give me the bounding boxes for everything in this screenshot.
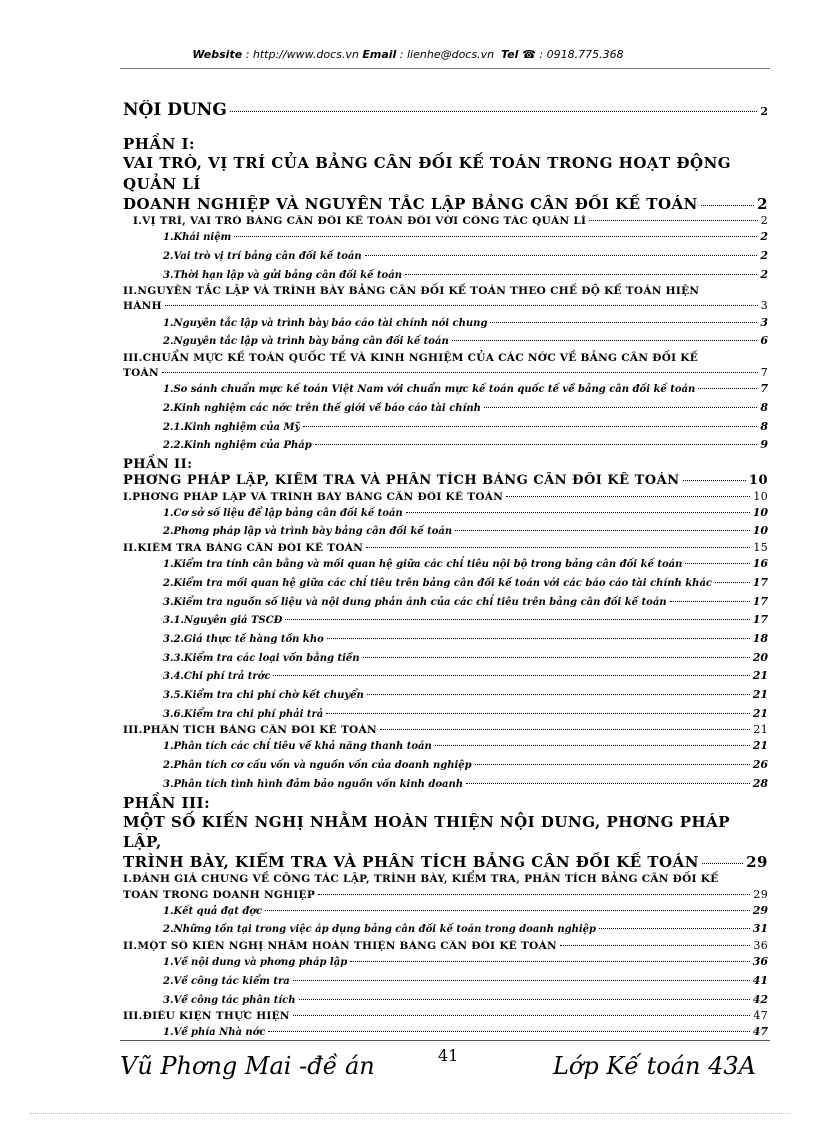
toc-section-title: III.CHUẨN MỰC KẾ TOÁN QUỐC TẾ VÀ KINH NGHIỆM CỦA CÁC NỚC VỀ BẢNG CÂN ĐỐI KẾ	[123, 351, 699, 364]
toc-subsection: 3.Thời hạn lập và gửi bảng cân đối kế toán 2	[163, 267, 768, 281]
email-value[interactable]: : lienhe@docs.vn	[399, 48, 495, 61]
part-3-title-line1: MỘT SỐ KIẾN NGHỊ NHẰM HOÀN THIỆN NỘI DUNG, PHƠNG PHÁP LẬP,	[123, 812, 731, 851]
page-footer	[120, 1046, 770, 1092]
toc-section: I.PHƠNG PHÁP LẬP VÀ TRÌNH BÀY BẢNG CÂN ĐỐI KẾ TOÁN 10	[123, 489, 768, 503]
part-2-title: PHƠNG PHÁP LẬP, KIỂM TRA VÀ PHÂN TÍCH BẢNG CÂN ĐỐI KẾ TOÁN 10	[123, 473, 768, 488]
part-1-title-line1: VAI TRÒ, VỊ TRÍ CỦA BẢNG CÂN ĐỐI KẾ TOÁN TRONG HOẠT ĐỘNG QUẢN LÍ	[123, 154, 732, 193]
part-3-label: PHẦN III:	[123, 793, 211, 812]
toc-subsection: 3.4.Chi phí trả trớc 21	[163, 669, 768, 683]
toc-section: III.ĐIỀU KIỆN THỰC HIỆN 47	[123, 1009, 768, 1023]
footer-divider	[120, 1040, 770, 1041]
toc-section: III.PHÂN TÍCH BẢNG CÂN ĐỐI KẾ TOÁN 21	[123, 723, 768, 737]
website-value[interactable]: : http://www.docs.vn	[245, 48, 359, 61]
part-3-title-line2: TRÌNH BÀY, KIỂM TRA VÀ PHÂN TÍCH BẢNG CÂN ĐỐI KẾ TOÁN 29	[123, 853, 768, 872]
toc-subsection: 2.Về công tác kiểm tra 41	[163, 973, 768, 987]
toc-subsection: 3.Phân tích tình hình đảm bảo nguồn vốn kinh doanh 28	[163, 776, 768, 790]
toc-subsection: 3.1.Nguyên giá TSCĐ 17	[163, 613, 768, 627]
toc-subsection: 1.Nguyên tắc lập và trình bày báo cáo tài chính nói chung 3	[163, 315, 768, 329]
toc-subsection: 2.Nguyên tắc lập và trình bày bảng cân đối kế toán 6	[163, 334, 768, 348]
toc-subsection: 1.Khái niệm 2	[163, 230, 768, 244]
toc-section: II.MỘT SỐ KIẾN NGHỊ NHẰM HOÀN THIỆN BẢNG CÂN ĐỐI KẾ TOÁN 36	[123, 939, 768, 953]
toc-subsection: 2.2.Kinh nghiệm của Pháp 9	[163, 438, 768, 452]
toc-section-cont: HÀNH 3	[123, 299, 768, 313]
toc-subsection: 2.Những tồn tại trong việc áp dụng bảng cân đối kế toán trong doanh nghiệp 31	[163, 922, 768, 936]
page-header	[0, 48, 816, 61]
toc-subsection: 2.Kinh nghiệm các nớc trên thế giới về báo cáo tài chính 8	[163, 400, 768, 414]
toc-section: II.KIỂM TRA BẢNG CÂN ĐỐI KẾ TOÁN 15	[123, 541, 768, 555]
footer-author: Vũ Phơng Mai -đề án	[120, 1052, 375, 1080]
toc-section-cont: TOÁN TRONG DOANH NGHIỆP 29	[123, 887, 768, 901]
toc-section: I.VỊ TRÍ, VAI TRÒ BẢNG CÂN ĐỐI KẾ TOÁN ĐỐI VỚI CÔNG TÁC QUẢN LÍ 2	[133, 214, 768, 227]
part-1-title-line2: DOANH NGHIỆP VÀ NGUYÊN TẮC LẬP BẢNG CÂN ĐỐI KẾ TOÁN 2	[123, 194, 768, 213]
tel-value: : 0918.775.368	[539, 48, 624, 61]
footer-class: Lớp Kế toán 43A	[552, 1052, 756, 1080]
part-1-label: PHẦN I:	[123, 135, 196, 154]
toc-subsection: 3.Về công tác phân tích 42	[163, 992, 768, 1006]
table-of-contents	[123, 100, 768, 1042]
toc-subsection: 1.Phân tích các chỉ tiêu về khả năng thanh toán 21	[163, 739, 768, 753]
toc-section-title: I.ĐÁNH GIÁ CHUNG VỀ CÔNG TÁC LẬP, TRÌNH BÀY, KIỂM TRA, PHÂN TÍCH BẢNG CÂN ĐỐI KẾ	[123, 873, 719, 886]
toc-subsection: 1.Cơ sở số liệu để lập bảng cân đối kế toán 10	[163, 505, 768, 519]
toc-subsection: 1.Về phía Nhà nớc 47	[163, 1025, 768, 1039]
page-number: 41	[438, 1046, 459, 1065]
toc-subsection: 3.Kiểm tra nguồn số liệu và nội dung phản ánh của các chỉ tiêu trên bảng cân đối kế toán 17	[163, 594, 768, 608]
toc-subsection: 1.Kết quả đạt đợc 29	[163, 903, 768, 917]
part-2-label: PHẦN II:	[123, 457, 193, 472]
toc-subsection: 2.Phơng pháp lập và trình bày bảng cân đối kế toán 10	[163, 524, 768, 538]
bottom-border	[30, 1113, 790, 1114]
toc-subsection: 1.Về nội dung và phơng pháp lập 36	[163, 955, 768, 969]
toc-section-cont: TOÁN 7	[123, 366, 768, 380]
toc-main-entry: NỘI DUNG 2	[123, 100, 768, 120]
header-divider	[120, 68, 770, 69]
toc-subsection: 1.Kiểm tra tính cân bằng và mối quan hệ giữa các chỉ tiêu nội bộ trong bảng cân đối kế toán 16	[163, 557, 768, 571]
toc-subsection: 3.2.Giá thực tế hàng tồn kho 18	[163, 631, 768, 645]
toc-subsection: 3.5.Kiểm tra chi phí chờ kết chuyển 21	[163, 687, 768, 701]
tel-label: Tel ☎	[501, 48, 536, 61]
toc-subsection: 3.6.Kiểm tra chi phí phải trả 21	[163, 706, 768, 720]
toc-subsection: 1.So sánh chuẩn mực kế toán Việt Nam với chuẩn mực kế toán quốc tế về bảng cân đối kế toán 7	[163, 382, 768, 396]
toc-subsection: 2.Kiểm tra mối quan hệ giữa các chỉ tiêu trên bảng cân đối kế toán với các báo cáo tài chính khác 17	[163, 575, 768, 589]
toc-section-title: II.NGUYÊN TẮC LẬP VÀ TRÌNH BÀY BẢNG CÂN ĐỐI KẾ TOÁN THEO CHẾ ĐỘ KẾ TOÁN HIỆN	[123, 285, 700, 298]
toc-subsection: 2.Vai trò vị trí bảng cân đối kế toán 2	[163, 248, 768, 262]
toc-subsection: 2.Phân tích cơ cấu vốn và nguồn vốn của doanh nghiệp 26	[163, 758, 768, 772]
toc-subsection: 3.3.Kiểm tra các loại vốn bằng tiền 20	[163, 650, 768, 664]
toc-subsection: 2.1.Kinh nghiệm của Mỹ 8	[163, 419, 768, 433]
website-label: Website	[192, 48, 243, 61]
email-label: Email	[362, 48, 397, 61]
